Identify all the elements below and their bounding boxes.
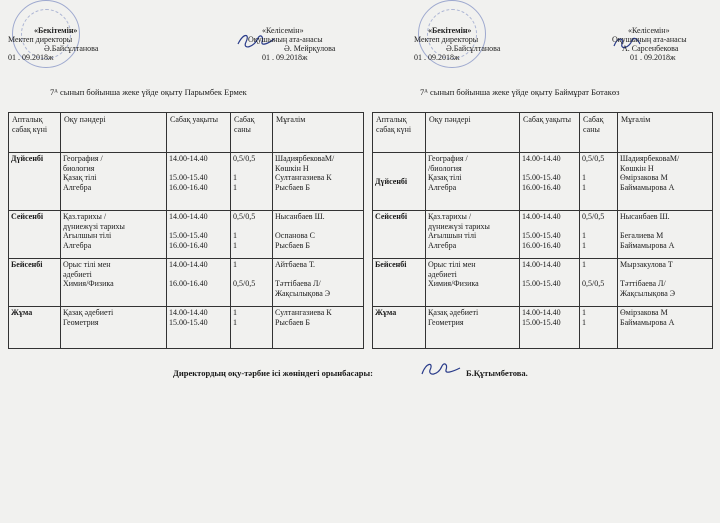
times-cell: 14.00-14.40 15.00-15.40 16.00-16.40	[520, 211, 580, 259]
header-time: Сабақ уақыты	[167, 113, 231, 153]
teachers-cell: ШадиярбековаМ/ Көшкін Н Өмірзакова М Баймамырова А	[618, 153, 713, 211]
header-day: Апталық сабақ күні	[9, 113, 61, 153]
subjects-cell: География / биология Қазақ тілі Алгебра	[61, 153, 167, 211]
counts-cell: 0,5/0,5 1 1	[580, 153, 618, 211]
teachers-cell: Айтбаева Т. Тәттібаева Л/ Жақсылықова Э	[273, 259, 364, 307]
left-schedule-title: 7ᴬ сынып бойынша жеке үйде оқыту Парымбек Ермек	[50, 87, 247, 97]
subjects-cell: Қазақ әдебиеті Геометрия	[426, 307, 520, 349]
teachers-cell: Нысанбаев Ш. Оспанова С Рысбаев Б	[273, 211, 364, 259]
subjects-cell: Орыс тілі мен әдебиеті Химия/Физика	[426, 259, 520, 307]
footer-deputy-role: Директордың оқу-тәрбие ісі жөніндегі орынбасары:	[173, 368, 373, 378]
day-cell: Дүйсенбі	[9, 153, 61, 211]
counts-cell: 0,5/0,5 1 1	[580, 211, 618, 259]
day-cell: Сейсенбі	[373, 211, 426, 259]
header-count: Сабақ саны	[580, 113, 618, 153]
times-cell: 14.00-14.40 15.00-15.40	[520, 259, 580, 307]
teachers-cell: Өмірзакова М Баймамырова А	[618, 307, 713, 349]
counts-cell: 0,5/0,5 1 1	[231, 211, 273, 259]
subjects-cell: Қазақ әдебиеті Геометрия	[61, 307, 167, 349]
left-schedule-table	[8, 112, 364, 349]
counts-cell: 1 1	[231, 307, 273, 349]
times-cell: 14.00-14.40 15.00-15.40	[167, 307, 231, 349]
table-row	[373, 259, 713, 307]
day-cell: Дүйсенбі	[373, 153, 426, 211]
approval-left-parent: «Келісемін» Оқушының ата-анасы Ә. Мейрқулова 01 . 09.2018ж	[248, 26, 336, 62]
counts-cell: 1 1	[580, 307, 618, 349]
times-cell: 14.00-14.40 16.00-16.40	[167, 259, 231, 307]
day-cell: Бейсенбі	[9, 259, 61, 307]
header-subjects: Оқу пәндері	[426, 113, 520, 153]
footer-deputy-name: Б.Құтымбетова.	[466, 368, 528, 378]
header-subjects: Оқу пәндері	[61, 113, 167, 153]
day-cell: Жұма	[373, 307, 426, 349]
header-teacher: Мұғалім	[273, 113, 364, 153]
approval-right-parent: «Келісемін» Оқушының ата-анасы А. Сарсенбекова 01 . 09.2018ж	[612, 26, 687, 62]
times-cell: 14.00-14.40 15.00-15.40	[520, 307, 580, 349]
subjects-cell: Қаз.тарихы / дүниежүзі тарихы Ағылшын тілі Алгебра	[61, 211, 167, 259]
table-row	[9, 211, 364, 259]
teachers-cell: Нысанбаев Ш. Бегалиева М Баймамырова А	[618, 211, 713, 259]
day-cell: Сейсенбі	[9, 211, 61, 259]
subjects-cell: Орыс тілі мен әдебиеті Химия/Физика	[61, 259, 167, 307]
times-cell: 14.00-14.40 15.00-15.40 16.00-16.40	[167, 211, 231, 259]
table-row	[373, 153, 713, 211]
teachers-cell: Султангазиева К Рысбаев Б	[273, 307, 364, 349]
table-row	[9, 259, 364, 307]
signature-footer	[418, 360, 462, 380]
right-schedule-table	[372, 112, 713, 349]
day-cell: Бейсенбі	[373, 259, 426, 307]
times-cell: 14.00-14.40 15.00-15.40 16.00-16.40	[520, 153, 580, 211]
subjects-cell: Қаз.тарихы / дүниежүзі тарихы Ағылшын тілі Алгебра	[426, 211, 520, 259]
table-header-row	[373, 113, 713, 153]
day-cell: Жұма	[9, 307, 61, 349]
right-schedule-title: 7ᴬ сынып бойынша жеке үйде оқыту Баймұрат Ботакөз	[420, 87, 620, 97]
teachers-cell: Мырзакулова Т Тәттібаева Л/ Жақсылықова Э	[618, 259, 713, 307]
header-time: Сабақ уақыты	[520, 113, 580, 153]
table-row	[9, 153, 364, 211]
approval-right-director: «Бекітемін» Мектеп директоры Ә.Байсұлтанова 01 . 09.2018ж	[414, 26, 501, 62]
counts-cell: 1 0,5/0,5	[580, 259, 618, 307]
table-row	[9, 307, 364, 349]
counts-cell: 1 0,5/0,5	[231, 259, 273, 307]
header-teacher: Мұғалім	[618, 113, 713, 153]
approval-left-director: «Бекітемін» Мектеп директоры Ә.Байсұлтанова 01 . 09.2018ж	[8, 26, 99, 62]
teachers-cell: ШадиярбековаМ/ Көшкін Н Султангазиева К Рысбаев Б	[273, 153, 364, 211]
subjects-cell: География / /биология Қазақ тілі Алгебра	[426, 153, 520, 211]
table-row	[373, 307, 713, 349]
header-count: Сабақ саны	[231, 113, 273, 153]
counts-cell: 0,5/0,5 1 1	[231, 153, 273, 211]
times-cell: 14.00-14.40 15.00-15.40 16.00-16.40	[167, 153, 231, 211]
table-header-row	[9, 113, 364, 153]
header-day: Апталық сабақ күні	[373, 113, 426, 153]
table-row	[373, 211, 713, 259]
